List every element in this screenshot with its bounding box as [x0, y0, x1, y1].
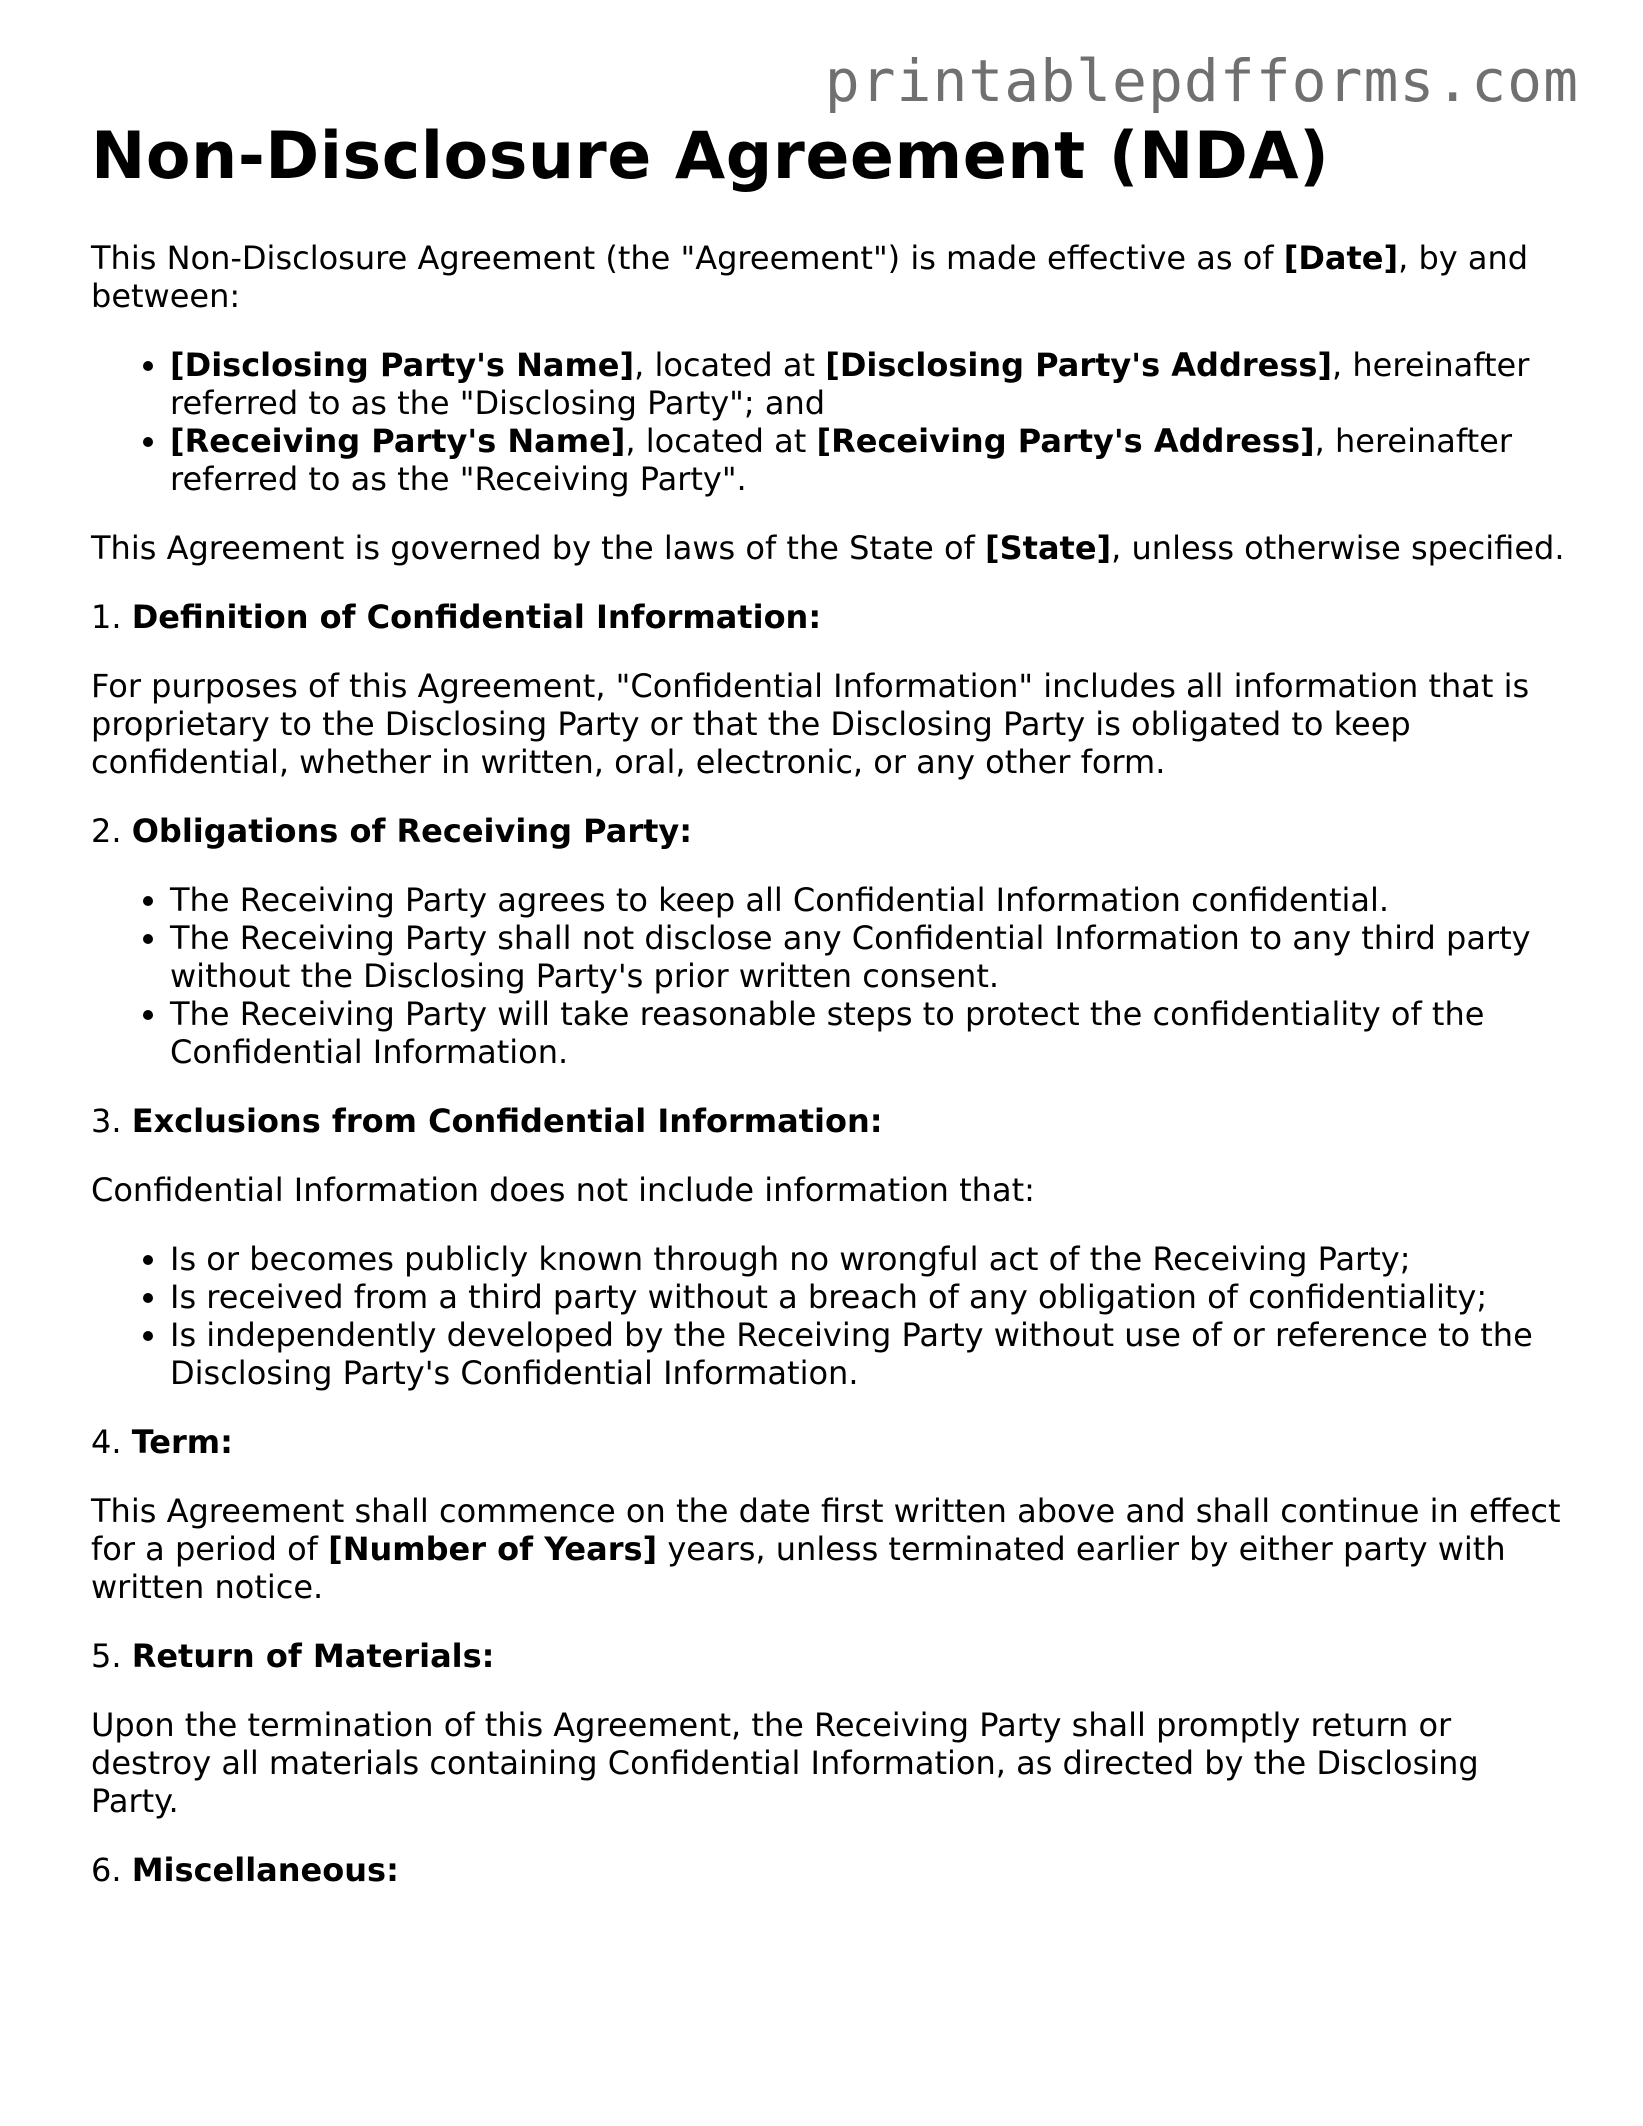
list-item: • Is or becomes publicly known through no wrongful act of the Receiving Party;	[170, 1240, 1571, 1278]
document-page	[91, 120, 1571, 1920]
party-item-receiving	[170, 422, 1571, 498]
term-text-after: years, unless terminated earlier by either party with written notice.	[91, 1529, 1506, 1606]
receiving-party-name-placeholder: [Receiving Party's Name]	[170, 421, 626, 460]
section-2-heading	[91, 812, 1571, 850]
document-title: Non-Disclosure Agreement (NDA)	[91, 119, 1330, 194]
list-item: • The Receiving Party shall not disclose any Confidential Information to any third party without the Disclosing Party's prior written consent.	[170, 919, 1571, 995]
number-of-years-placeholder: [Number of Years]	[328, 1529, 658, 1568]
party-suffix-text: , hereinafter referred to as the "Receiving Party".	[170, 421, 1512, 498]
section-title: Definition of Confidential Information:	[131, 597, 822, 636]
list-item: • The Receiving Party agrees to keep all Confidential Information confidential.	[170, 881, 1571, 919]
section-number: 6.	[91, 1850, 132, 1889]
section-6-heading	[91, 1851, 1571, 1889]
section-number: 3.	[91, 1101, 132, 1140]
party-located-text: , located at	[625, 421, 817, 460]
list-item: • Is received from a third party without a breach of any obligation of confidentiality;	[170, 1278, 1571, 1316]
section-number: 1.	[91, 597, 132, 636]
governing-law-paragraph	[91, 529, 1571, 567]
section-title: Term:	[131, 1422, 233, 1461]
section-1-heading	[91, 598, 1571, 636]
section-3-list	[91, 1240, 1571, 1392]
section-title: Miscellaneous:	[131, 1850, 399, 1889]
section-title: Exclusions from Confidential Information:	[131, 1101, 883, 1140]
governing-text-after: , unless otherwise specified.	[1111, 528, 1565, 567]
section-2-list	[91, 881, 1571, 1071]
list-item: • Is independently developed by the Receiving Party without use of or reference to the Disclosing Party's Confidential Information.	[170, 1316, 1571, 1392]
state-placeholder: [State]	[984, 528, 1112, 567]
section-5-text: Upon the termination of this Agreement, the Receiving Party shall promptly return or destroy all materials containing Confidential Information, as directed by the Disclosing Party.	[91, 1705, 1479, 1820]
section-number: 4.	[91, 1422, 132, 1461]
governing-text-before: This Agreement is governed by the laws of the State of	[91, 528, 985, 567]
disclosing-party-address-placeholder: [Disclosing Party's Address]	[825, 345, 1333, 384]
section-4-heading	[91, 1423, 1571, 1461]
section-3-heading	[91, 1102, 1571, 1140]
section-4-text	[91, 1492, 1571, 1606]
section-title: Return of Materials:	[131, 1636, 495, 1675]
party-item-disclosing	[170, 346, 1571, 422]
section-1-text: For purposes of this Agreement, "Confidential Information" includes all information that is proprietary to the Disclosing Party or that the Disclosing Party is obligated to keep confidential, whether in written, oral, electronic, or any other form.	[91, 666, 1530, 781]
watermark-text: printablepdfforms.com	[824, 47, 1579, 115]
section-3-text: Confidential Information does not include information that:	[91, 1170, 1035, 1209]
term-text-before: This Agreement shall commence on the date first written above and shall continue in effect for a period of	[91, 1491, 1561, 1568]
parties-list	[91, 346, 1571, 498]
list-item: • The Receiving Party will take reasonable steps to protect the confidentiality of the Confidential Information.	[170, 995, 1571, 1071]
section-5-heading	[91, 1637, 1571, 1675]
party-located-text: , located at	[634, 345, 826, 384]
party-suffix-text: , hereinafter referred to as the "Disclosing Party"; and	[170, 345, 1530, 422]
disclosing-party-name-placeholder: [Disclosing Party's Name]	[170, 345, 635, 384]
intro-text-after: , by and between:	[91, 238, 1529, 315]
receiving-party-address-placeholder: [Receiving Party's Address]	[816, 421, 1315, 460]
section-number: 5.	[91, 1636, 132, 1675]
intro-text-before: This Non-Disclosure Agreement (the "Agreement") is made effective as of	[91, 238, 1284, 277]
section-number: 2.	[91, 811, 132, 850]
intro-paragraph	[91, 239, 1571, 315]
section-title: Obligations of Receiving Party:	[131, 811, 693, 850]
date-placeholder: [Date]	[1283, 238, 1399, 277]
